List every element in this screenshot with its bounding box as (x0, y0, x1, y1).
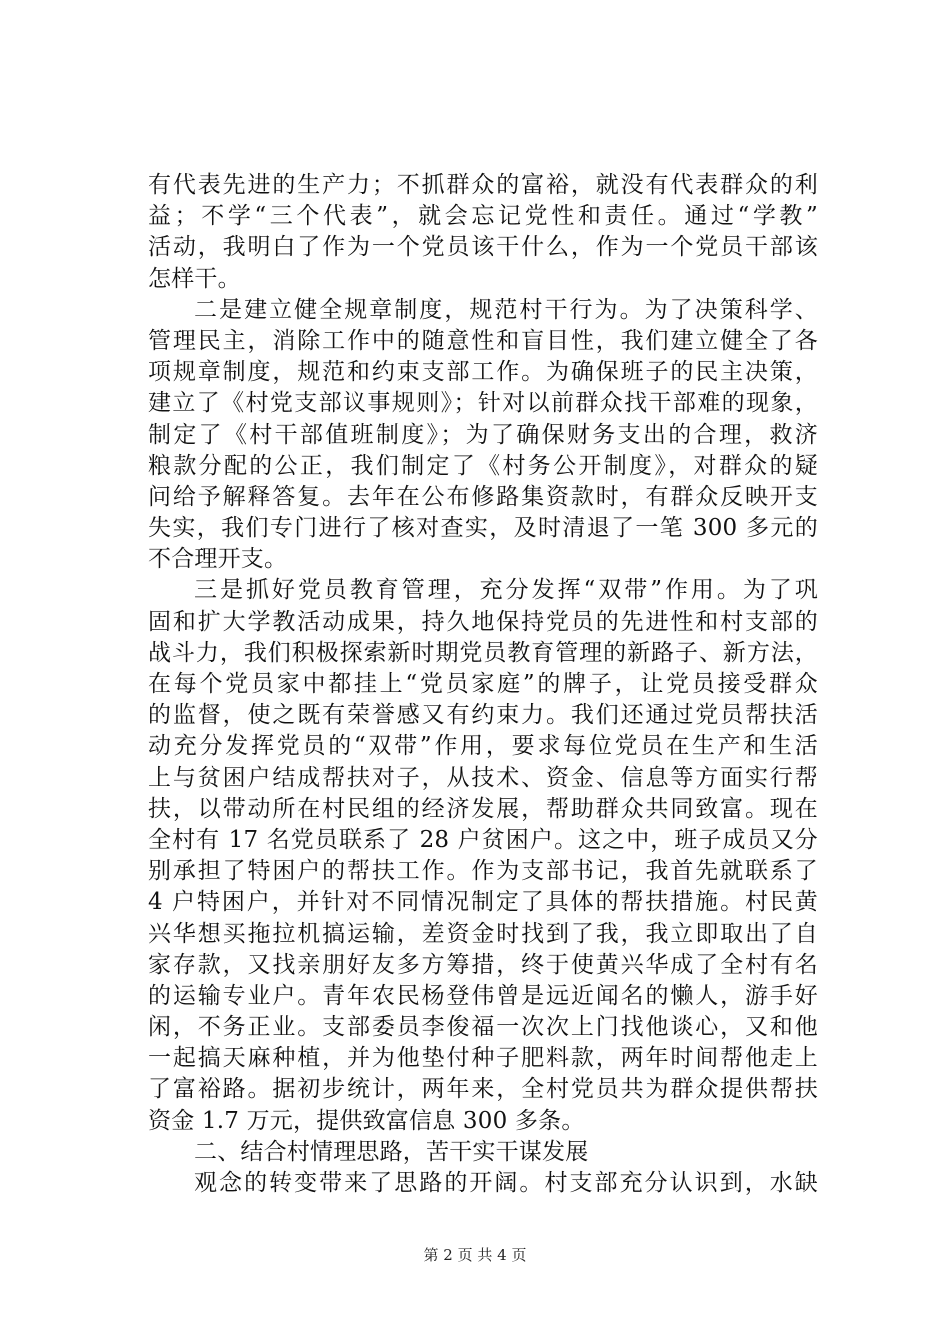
text-line: 粮款分配的公正，我们制定了《村务公开制度》，对群众的疑 (148, 452, 818, 479)
page-footer: 第 2 页 共 4 页 (423, 1246, 527, 1264)
text-line: 4 户特困户，并针对不同情况制定了具体的帮扶措施。村民黄 (148, 889, 818, 916)
text-line: 制定了《村干部值班制度》；为了确保财务支出的合理，救济 (148, 421, 818, 448)
text-line: 建立了《村党支部议事规则》；针对以前群众找干部难的现象， (148, 390, 818, 417)
text-line: 项规章制度，规范和约束支部工作。为确保班子的民主决策， (148, 359, 818, 386)
text-line: 动充分发挥党员的“双带”作用，要求每位党员在生产和生活 (148, 733, 818, 760)
paragraph-start: 观念的转变带来了思路的开阔。村支部充分认识到，水缺 (194, 1170, 818, 1196)
text-line: 问给予解释答复。去年在公布修路集资款时，有群众反映开支 (148, 483, 818, 510)
text-line: 兴华想买拖拉机搞运输，差资金时找到了我，我立即取出了自 (148, 920, 818, 947)
text-line: 一起搞天麻种植，并为他垫付种子肥料款，两年时间帮他走上 (148, 1045, 818, 1072)
text-line: 资金 1.7 万元，提供致富信息 300 多条。 (148, 1107, 585, 1134)
text-line: 了富裕路。据初步统计，两年来，全村党员共为群众提供帮扶 (148, 1076, 818, 1103)
text-line: 上与贫困户结成帮扶对子，从技术、资金、信息等方面实行帮 (148, 764, 818, 791)
text-line: 全村有 17 名党员联系了 28 户贫困户。这之中，班子成员又分 (148, 826, 818, 853)
text-line: 的监督，使之既有荣誉感又有约束力。我们还通过党员帮扶活 (148, 702, 818, 729)
paragraph-start: 三是抓好党员教育管理，充分发挥“双带”作用。为了巩 (194, 577, 818, 604)
text-line: 扶，以带动所在村民组的经济发展，帮助群众共同致富。现在 (148, 795, 818, 822)
text-line: 战斗力，我们积极探索新时期党员教育管理的新路子、新方法， (148, 639, 818, 666)
text-line: 闲，不务正业。支部委员李俊福一次次上门找他谈心，又和他 (148, 1014, 818, 1041)
text-line: 有代表先进的生产力；不抓群众的富裕，就没有代表群众的利 (148, 172, 818, 198)
text-line: 失实，我们专门进行了核对查实，及时清退了一笔 300 多元的 (148, 515, 818, 542)
text-line: 的运输专业户。青年农民杨登伟曾是远近闻名的懒人，游手好 (148, 982, 818, 1009)
text-line: 别承担了特困户的帮扶工作。作为支部书记，我首先就联系了 (148, 858, 818, 885)
text-line: 怎样干。 (148, 265, 241, 292)
document-body (148, 170, 818, 1199)
section-heading: 二、结合村情理思路，苦干实干谋发展 (194, 1138, 589, 1165)
paragraph-start: 二是建立健全规章制度，规范村干行为。为了决策科学、 (194, 296, 818, 323)
text-line: 益；不学“三个代表”，就会忘记党性和责任。通过“学教” (148, 203, 818, 230)
text-line: 固和扩大学教活动成果，持久地保持党员的先进性和村支部的 (148, 608, 818, 635)
text-line: 不合理开支。 (148, 546, 288, 573)
text-line: 管理民主，消除工作中的随意性和盲目性，我们建立健全了各 (148, 327, 818, 354)
text-line: 家存款，又找亲朋好友多方筹措，终于使黄兴华成了全村有名 (148, 951, 818, 978)
text-line: 活动，我明白了作为一个党员该干什么，作为一个党员干部该 (148, 234, 818, 261)
text-line: 在每个党员家中都挂上“党员家庭”的牌子，让党员接受群众 (148, 671, 818, 697)
